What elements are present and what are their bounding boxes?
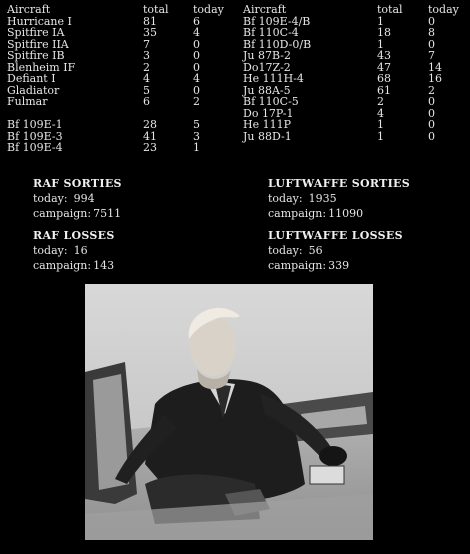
aircraft-cell: Gladiator bbox=[7, 83, 60, 97]
column-header-aircraft: Aircraft bbox=[7, 3, 51, 16]
luftwaffe-sorties-title: LUFTWAFFE SORTIES bbox=[268, 177, 410, 190]
aircraft-cell: Bf 110D-0/B bbox=[243, 37, 312, 51]
today-cell: 0 bbox=[428, 106, 435, 120]
aircraft-cell: Bf 109E-1 bbox=[7, 118, 63, 131]
today-value: 1935 bbox=[308, 192, 337, 205]
raf-sorties-campaign bbox=[33, 206, 122, 221]
today-cell: 14 bbox=[428, 60, 442, 74]
table-row bbox=[7, 50, 237, 62]
table-header bbox=[7, 4, 237, 16]
luftwaffe-sorties-campaign bbox=[268, 206, 410, 221]
aircraft-cell: Bf 109E-4/B bbox=[243, 14, 311, 28]
column-header-today: today bbox=[428, 3, 459, 16]
table-row bbox=[243, 119, 468, 131]
aircraft-cell: Spitfire IA bbox=[7, 26, 65, 39]
aircraft-cell: Bf 109E-3 bbox=[7, 129, 63, 143]
raf-sorties-title: RAF SORTIES bbox=[33, 177, 122, 190]
today-cell: 7 bbox=[428, 49, 435, 62]
campaign-value: 339 bbox=[328, 259, 350, 272]
aircraft-cell: Bf 110C-4 bbox=[243, 26, 299, 39]
total-cell: 1 bbox=[377, 129, 384, 143]
raf-sorties-block bbox=[33, 176, 122, 221]
total-cell: 47 bbox=[377, 60, 391, 74]
today-cell: 0 bbox=[428, 118, 435, 131]
luftwaffe-aircraft-table bbox=[243, 4, 468, 142]
today-cell: 16 bbox=[428, 72, 442, 85]
luftwaffe-losses-today bbox=[268, 243, 403, 258]
today-cell: 0 bbox=[428, 14, 435, 28]
today-label: today: bbox=[33, 244, 68, 257]
table-row bbox=[243, 73, 468, 85]
campaign-label: campaign: bbox=[33, 207, 92, 220]
luftwaffe-sorties-block bbox=[268, 176, 410, 221]
total-cell: 2 bbox=[377, 95, 384, 108]
today-value: 16 bbox=[73, 244, 88, 257]
raf-losses-block bbox=[33, 228, 115, 273]
today-label: today: bbox=[33, 192, 68, 205]
total-cell: 61 bbox=[377, 83, 391, 97]
total-cell: 43 bbox=[377, 49, 391, 62]
table-row bbox=[243, 131, 468, 143]
today-cell: 0 bbox=[428, 95, 435, 108]
column-header-total: total bbox=[143, 3, 169, 16]
raf-sorties-today bbox=[33, 191, 122, 206]
luftwaffe-losses-title: LUFTWAFFE LOSSES bbox=[268, 229, 403, 242]
total-cell: 1 bbox=[377, 118, 384, 131]
aircraft-cell: He 111P bbox=[243, 118, 291, 131]
aircraft-cell: He 111H-4 bbox=[243, 72, 304, 85]
today-cell: 5 bbox=[193, 118, 200, 131]
today-cell: 6 bbox=[193, 14, 200, 28]
table-row bbox=[7, 96, 237, 108]
today-cell: 4 bbox=[193, 72, 200, 85]
raf-losses-title: RAF LOSSES bbox=[33, 229, 115, 242]
aircraft-cell: Ju 88A-5 bbox=[243, 83, 291, 97]
campaign-label: campaign: bbox=[268, 259, 327, 272]
total-cell: 28 bbox=[143, 118, 157, 131]
aircraft-cell: Do17Z-2 bbox=[243, 60, 291, 74]
aircraft-cell: Fulmar bbox=[7, 95, 48, 108]
total-cell: 3 bbox=[143, 49, 150, 62]
table-row bbox=[7, 27, 237, 39]
today-label: today: bbox=[268, 192, 303, 205]
table-header bbox=[243, 4, 468, 16]
total-cell: 81 bbox=[143, 14, 157, 28]
table-row bbox=[243, 96, 468, 108]
luftwaffe-losses-block bbox=[268, 228, 403, 273]
luftwaffe-losses-campaign bbox=[268, 258, 403, 273]
aircraft-cell: Ju 87B-2 bbox=[243, 49, 291, 62]
table-row bbox=[243, 50, 468, 62]
today-cell: 0 bbox=[193, 37, 200, 51]
aircraft-cell: Bf 109E-4 bbox=[7, 141, 63, 154]
column-header-aircraft: Aircraft bbox=[243, 3, 287, 16]
table-row bbox=[7, 73, 237, 85]
today-cell: 0 bbox=[193, 60, 200, 74]
raf-losses-campaign bbox=[33, 258, 115, 273]
today-cell: 0 bbox=[428, 129, 435, 143]
aircraft-cell: Bf 110C-5 bbox=[243, 95, 299, 108]
luftwaffe-table-body bbox=[243, 16, 468, 143]
total-cell: 1 bbox=[377, 37, 384, 51]
raf-losses-today bbox=[33, 243, 115, 258]
today-cell: 2 bbox=[193, 95, 200, 108]
today-cell: 3 bbox=[193, 129, 200, 143]
today-cell: 0 bbox=[193, 49, 200, 62]
total-cell: 1 bbox=[377, 14, 384, 28]
table-row bbox=[243, 27, 468, 39]
today-cell: 1 bbox=[193, 141, 200, 154]
aircraft-cell: Ju 88D-1 bbox=[243, 129, 292, 143]
aircraft-cell: Defiant I bbox=[7, 72, 56, 85]
today-cell: 0 bbox=[428, 37, 435, 51]
table-row bbox=[7, 142, 237, 154]
aircraft-cell: Spitfire IIA bbox=[7, 37, 69, 51]
aircraft-cell: Blenheim IF bbox=[7, 60, 76, 74]
pilot-photo bbox=[85, 284, 373, 540]
column-header-total: total bbox=[377, 3, 403, 16]
table-row bbox=[7, 119, 237, 131]
total-cell: 5 bbox=[143, 83, 150, 97]
total-cell: 68 bbox=[377, 72, 391, 85]
campaign-value: 11090 bbox=[328, 207, 364, 220]
total-cell: 7 bbox=[143, 37, 150, 51]
raf-table-body bbox=[7, 16, 237, 154]
total-cell: 18 bbox=[377, 26, 391, 39]
today-cell: 4 bbox=[193, 26, 200, 39]
today-label: today: bbox=[268, 244, 303, 257]
total-cell: 6 bbox=[143, 95, 150, 108]
today-value: 994 bbox=[73, 192, 95, 205]
today-value: 56 bbox=[308, 244, 323, 257]
today-cell: 2 bbox=[428, 83, 435, 97]
today-cell: 0 bbox=[193, 83, 200, 97]
campaign-value: 143 bbox=[93, 259, 115, 272]
total-cell: 35 bbox=[143, 26, 157, 39]
total-cell: 41 bbox=[143, 129, 157, 143]
campaign-value: 7511 bbox=[93, 207, 122, 220]
total-cell: 4 bbox=[143, 72, 150, 85]
today-cell: 8 bbox=[428, 26, 435, 39]
total-cell: 4 bbox=[377, 106, 384, 120]
total-cell: 2 bbox=[143, 60, 150, 74]
luftwaffe-sorties-today bbox=[268, 191, 410, 206]
column-header-today: today bbox=[193, 3, 224, 16]
aircraft-cell: Spitfire IB bbox=[7, 49, 65, 62]
campaign-label: campaign: bbox=[268, 207, 327, 220]
campaign-label: campaign: bbox=[33, 259, 92, 272]
aircraft-cell: Hurricane I bbox=[7, 14, 72, 28]
aircraft-cell: Do 17P-1 bbox=[243, 106, 294, 120]
total-cell: 23 bbox=[143, 141, 157, 154]
pilot-in-cockpit-image bbox=[85, 284, 373, 540]
raf-aircraft-table bbox=[7, 4, 237, 154]
